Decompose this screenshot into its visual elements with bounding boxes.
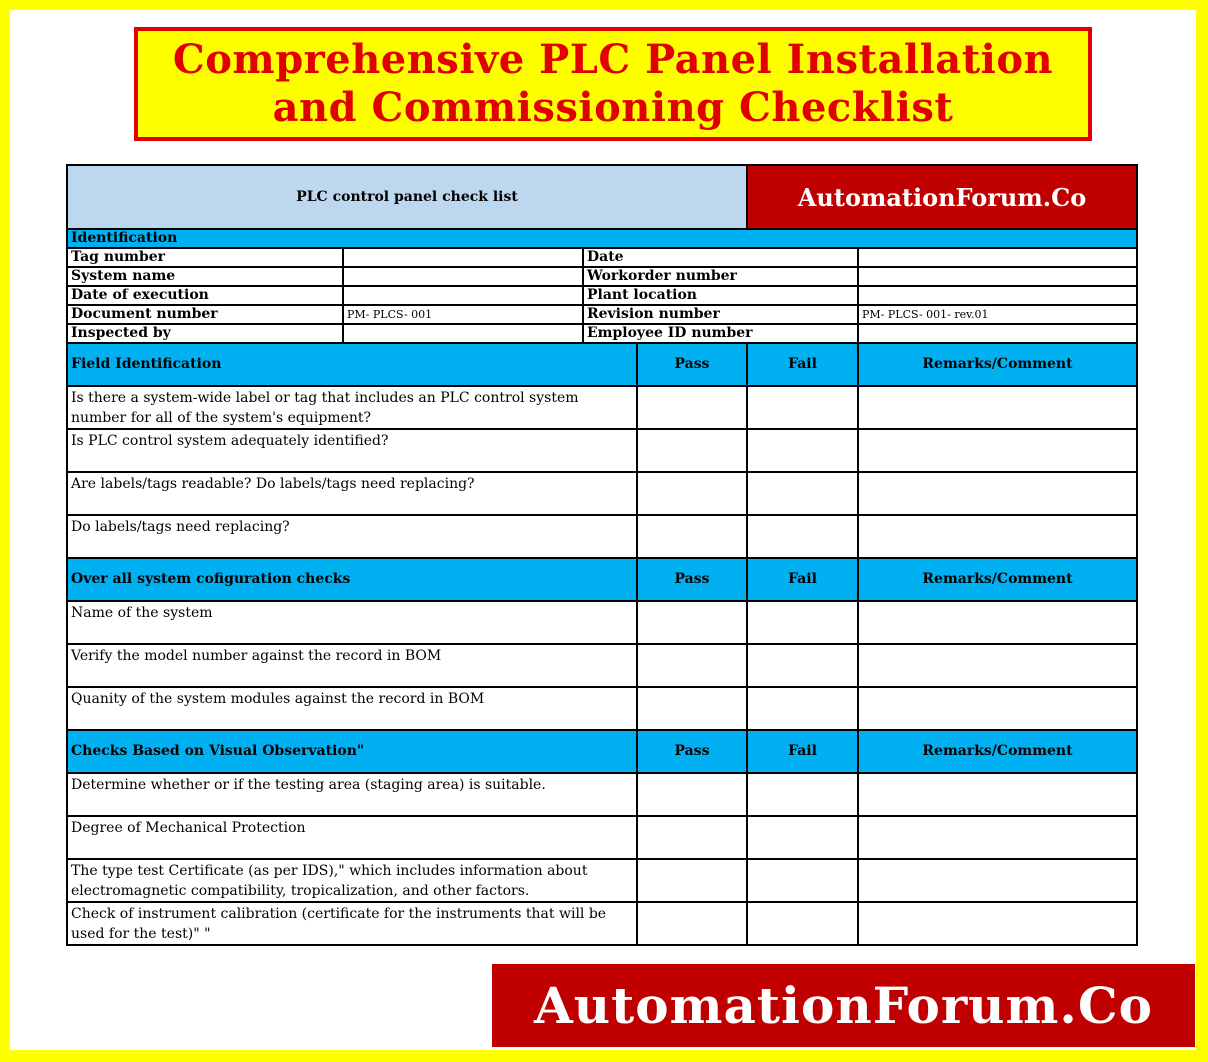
check-item: Is there a system-wide label or tag that includes an PLC control system number for all of the system's equipment?: [67, 386, 637, 429]
id-label: Workorder number: [583, 267, 858, 286]
id-label: Plant location: [583, 286, 858, 305]
check-item: Do labels/tags need replacing?: [67, 515, 637, 558]
checklist-row: [67, 859, 1137, 902]
id-row: [67, 305, 1137, 324]
id-row: [67, 324, 1137, 343]
section-heading: Field Identification: [67, 343, 637, 386]
checklist-row: [67, 687, 1137, 730]
id-value[interactable]: [858, 248, 1137, 267]
remarks-cell[interactable]: [858, 902, 1137, 945]
checklist-row: [67, 429, 1137, 472]
check-item: Degree of Mechanical Protection: [67, 816, 637, 859]
col-pass-header: Pass: [637, 730, 747, 773]
id-value[interactable]: [343, 267, 583, 286]
page-title: Comprehensive PLC Panel Installation and Commissioning Checklist: [172, 36, 1054, 131]
identification-heading: Identification: [67, 229, 1137, 248]
id-label: Revision number: [583, 305, 858, 324]
id-value[interactable]: [858, 286, 1137, 305]
remarks-cell[interactable]: [858, 386, 1137, 429]
checklist-row: [67, 773, 1137, 816]
remarks-cell[interactable]: [858, 859, 1137, 902]
check-item: Check of instrument calibration (certificate for the instruments that will be used for the test)" ": [67, 902, 637, 945]
fail-cell[interactable]: [747, 429, 858, 472]
col-remarks-header: Remarks/Comment: [858, 343, 1137, 386]
checklist-table: [66, 164, 1138, 946]
pass-cell[interactable]: [637, 773, 747, 816]
id-value[interactable]: PM- PLCS- 001: [343, 305, 583, 324]
fail-cell[interactable]: [747, 472, 858, 515]
col-remarks-header: Remarks/Comment: [858, 558, 1137, 601]
fail-cell[interactable]: [747, 902, 858, 945]
fail-cell[interactable]: [747, 515, 858, 558]
id-label: Date of execution: [67, 286, 343, 305]
checklist-row: [67, 601, 1137, 644]
id-value[interactable]: [343, 286, 583, 305]
col-pass-header: Pass: [637, 343, 747, 386]
pass-cell[interactable]: [637, 859, 747, 902]
col-pass-header: Pass: [637, 558, 747, 601]
id-row: [67, 248, 1137, 267]
pass-cell[interactable]: [637, 472, 747, 515]
col-fail-header: Fail: [747, 558, 858, 601]
id-label: Inspected by: [67, 324, 343, 343]
checklist-row: [67, 644, 1137, 687]
id-label: Date: [583, 248, 858, 267]
pass-cell[interactable]: [637, 429, 747, 472]
id-label: Document number: [67, 305, 343, 324]
id-label: System name: [67, 267, 343, 286]
check-item: Is PLC control system adequately identified?: [67, 429, 637, 472]
col-fail-header: Fail: [747, 730, 858, 773]
pass-cell[interactable]: [637, 386, 747, 429]
remarks-cell[interactable]: [858, 472, 1137, 515]
checklist-row: [67, 515, 1137, 558]
pass-cell[interactable]: [637, 687, 747, 730]
id-value[interactable]: PM- PLCS- 001- rev.01: [858, 305, 1137, 324]
id-value[interactable]: [343, 248, 583, 267]
id-label: Tag number: [67, 248, 343, 267]
checklist-row: [67, 386, 1137, 429]
pass-cell[interactable]: [637, 816, 747, 859]
footer-brand-badge: [492, 964, 1195, 1047]
fail-cell[interactable]: [747, 601, 858, 644]
section-heading: Checks Based on Visual Observation": [67, 730, 637, 773]
fail-cell[interactable]: [747, 386, 858, 429]
pass-cell[interactable]: [637, 902, 747, 945]
fail-cell[interactable]: [747, 687, 858, 730]
check-item: Determine whether or if the testing area (staging area) is suitable.: [67, 773, 637, 816]
check-item: Name of the system: [67, 601, 637, 644]
col-fail-header: Fail: [747, 343, 858, 386]
pass-cell[interactable]: [637, 601, 747, 644]
remarks-cell[interactable]: [858, 816, 1137, 859]
checklist-row: [67, 472, 1137, 515]
check-item: Verify the model number against the record in BOM: [67, 644, 637, 687]
check-item: The type test Certificate (as per IDS)," which includes information about electromagnetic compatibility, tropicalization, and other factors.: [67, 859, 637, 902]
remarks-cell[interactable]: [858, 773, 1137, 816]
remarks-cell[interactable]: [858, 687, 1137, 730]
check-item: Are labels/tags readable? Do labels/tags need replacing?: [67, 472, 637, 515]
fail-cell[interactable]: [747, 644, 858, 687]
remarks-cell[interactable]: [858, 515, 1137, 558]
page-title-box: [134, 27, 1092, 141]
id-value[interactable]: [858, 324, 1137, 343]
id-value[interactable]: [343, 324, 583, 343]
col-remarks-header: Remarks/Comment: [858, 730, 1137, 773]
header-brand: AutomationForum.Co: [747, 165, 1137, 229]
footer-brand: AutomationForum.Co: [534, 976, 1153, 1035]
id-row: [67, 267, 1137, 286]
checklist-row: [67, 816, 1137, 859]
fail-cell[interactable]: [747, 773, 858, 816]
remarks-cell[interactable]: [858, 601, 1137, 644]
id-row: [67, 286, 1137, 305]
fail-cell[interactable]: [747, 859, 858, 902]
fail-cell[interactable]: [747, 816, 858, 859]
remarks-cell[interactable]: [858, 429, 1137, 472]
section-heading: Over all system cofiguration checks: [67, 558, 637, 601]
pass-cell[interactable]: [637, 515, 747, 558]
check-item: Quanity of the system modules against the record in BOM: [67, 687, 637, 730]
id-value[interactable]: [858, 267, 1137, 286]
remarks-cell[interactable]: [858, 644, 1137, 687]
id-label: Employee ID number: [583, 324, 858, 343]
checklist-row: [67, 902, 1137, 945]
sheet-title: PLC control panel check list: [67, 165, 747, 229]
pass-cell[interactable]: [637, 644, 747, 687]
